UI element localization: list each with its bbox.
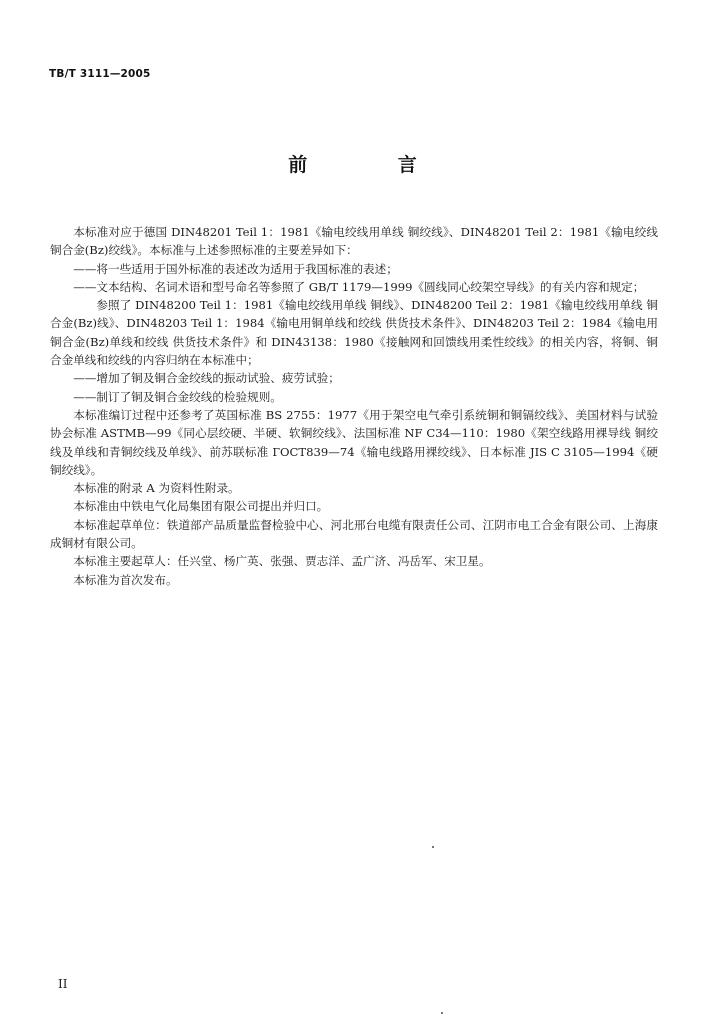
- foreword-body: [50, 223, 658, 589]
- paragraph-difference-4: ——制订了铜及铜合金绞线的检验规则。: [73, 389, 282, 404]
- paragraph-proposer: 本标准由中铁电气化局集团有限公司提出并归口。: [73, 499, 329, 514]
- paragraph-difference-2: ——文本结构、名词术语和型号命名等参照了 GB/T 1179—1999《圆线同心绞架空导线》的有关内容和规定；: [73, 279, 645, 294]
- paragraph-first-issue: 本标准为首次发布。: [73, 572, 178, 587]
- paragraph-difference-2-cont: 参照了 DIN48200 Teil 1：1981《输电绞线用单线 铜线》、DIN48200 Teil 2：1981《输电绞线用单线 铜合金(Bz)线》、DIN48203 Teil 1：1984《输电用铜单线和绞线 供货技术条件》、DIN48203 Teil 2：1984《输电用铜合金(Bz)单线和绞线 供货技术条件》和 DIN43138：1980《接触网和回馈线用柔性绞线》的相关内容，将铜、铜合金单线和绞线的内容归纳在本标准中；: [50, 298, 658, 368]
- scan-speck: [441, 1012, 443, 1014]
- paragraph-references: 本标准编订过程中还参考了英国标准 BS 2755：1977《用于架空电气牵引系统铜和铜镉绞线》、美国材料与试验协会标准 ASTMB—99《同心层绞硬、半硬、软铜绞线》、法国标准 NF C34—110：1980《架空线路用裸导线 铜绞线及单线和青铜绞线及单线》、前苏联标准 ГОСТ839—74《输电线路用裸绞线》、日本标准 JIS C 3105—1994《硬铜绞线》。: [50, 407, 658, 477]
- standard-number-header: TB/T 3111—2005: [49, 68, 151, 80]
- paragraph-drafting-units: 本标准起草单位：铁道部产品质量监督检验中心、河北邢台电缆有限责任公司、江阴市电工合金有限公司、上海康成铜材有限公司。: [50, 517, 658, 551]
- paragraph-appendix: 本标准的附录 A 为资料性附录。: [73, 481, 240, 496]
- paragraph-drafters: 本标准主要起草人：任兴堂、杨广英、张强、贾志洋、孟广济、冯岳军、宋卫星。: [73, 554, 491, 569]
- page-title: 前 言: [288, 154, 459, 176]
- scan-speck: [432, 846, 434, 848]
- paragraph-intro: 本标准对应于德国 DIN48201 Teil 1：1981《输电绞线用单线 铜绞线》、DIN48201 Teil 2：1981《输电绞线 铜合金(Bz)绞线》。本标准与上述参照标准的主要差异如下：: [50, 225, 658, 258]
- page-number: II: [58, 977, 68, 991]
- paragraph-difference-3: ——增加了铜及铜合金绞线的振动试验、疲劳试验；: [73, 371, 340, 386]
- paragraph-difference-1: ——将一些适用于国外标准的表述改为适用于我国标准的表述；: [73, 261, 398, 276]
